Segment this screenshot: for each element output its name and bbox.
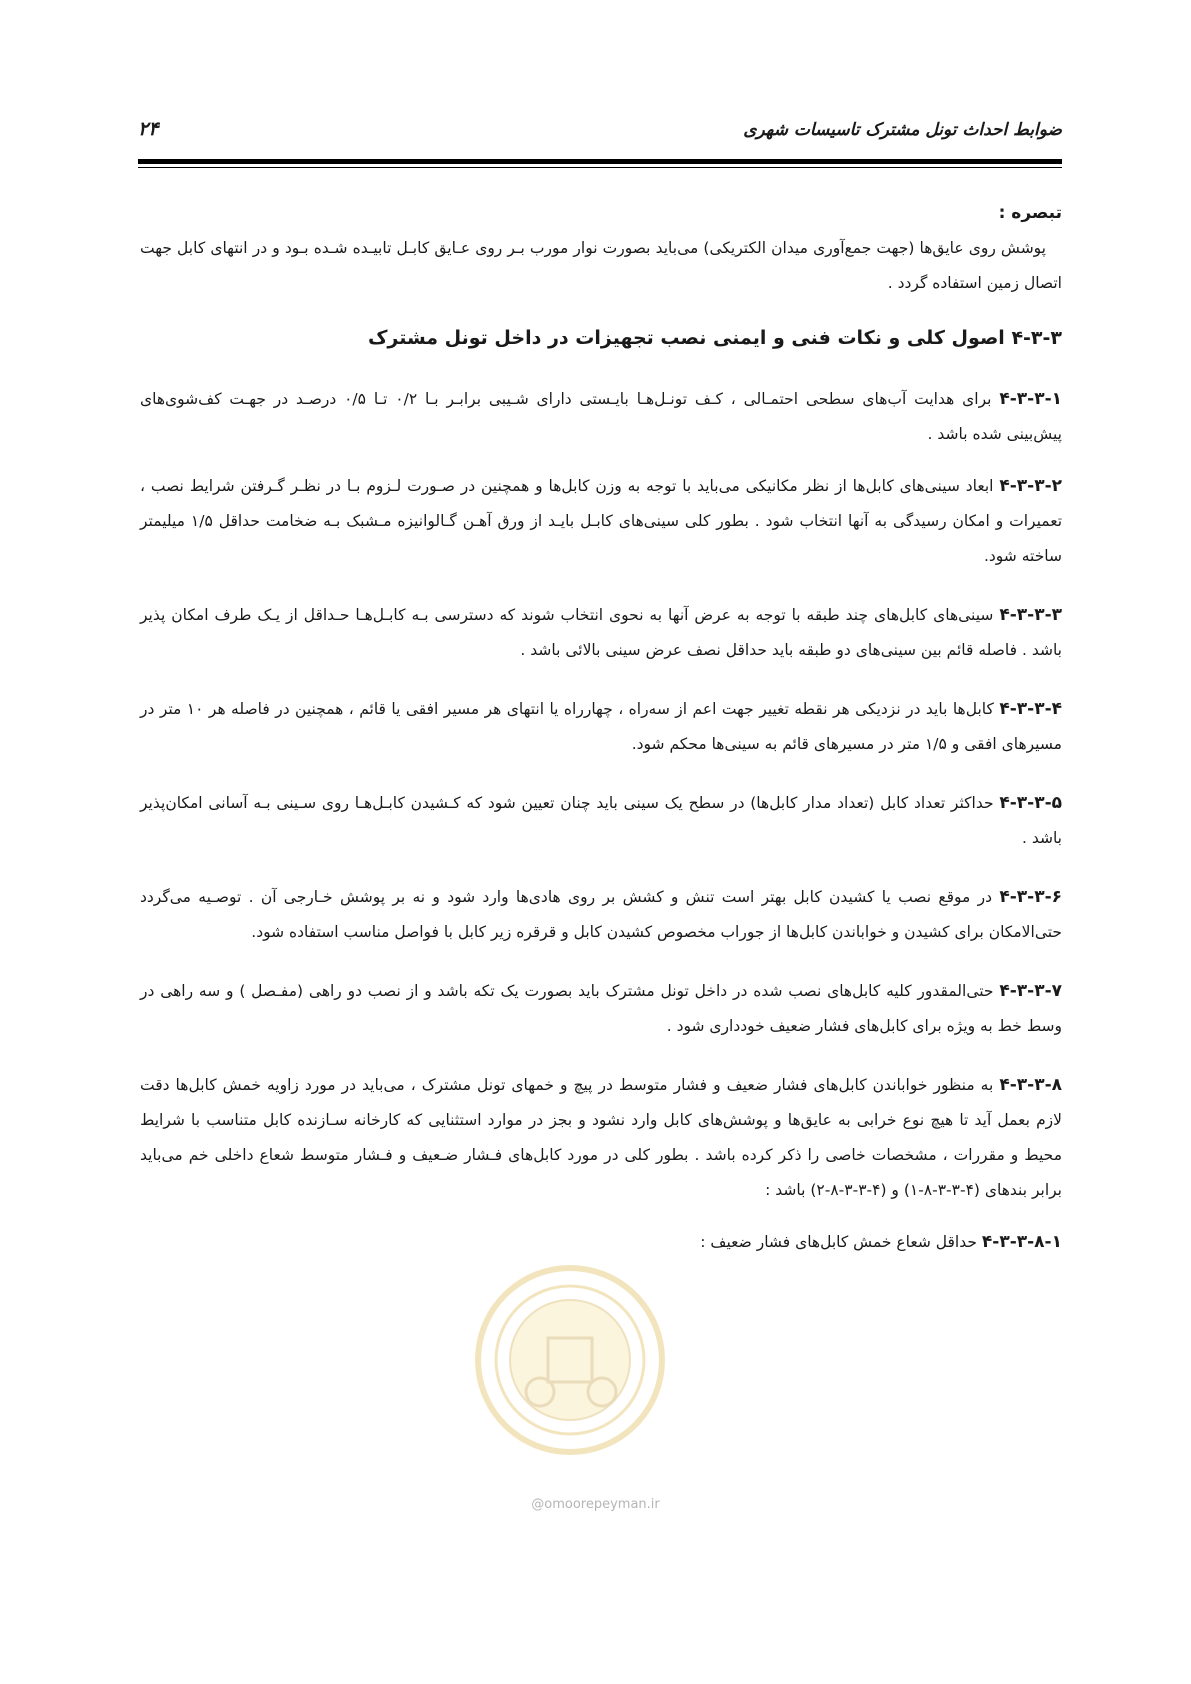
header-rule-thick	[138, 159, 1062, 164]
page-number: ۲۴	[138, 118, 159, 140]
clause-number: ۴-۳-۳-۳	[999, 605, 1062, 625]
clause-2	[140, 469, 1062, 574]
clause-number: ۴-۳-۳-۸	[999, 1075, 1062, 1095]
note-text: پوشش روی عایق‌ها (جهت جمع‌آوری میدان الکتریکی) می‌باید بصورت نوار مورب بـر روی عـایق کابـل تابیـده شـده بـود و در انتهای کابل جهت اتصال زمین استفاده گردد .	[140, 239, 1062, 292]
page-content	[140, 196, 1062, 1277]
clause-text: سینی‌های کابل‌های چند طبقه با توجه به عرض آنها به نحوی انتخاب شوند که دسترسی بـه کابـل‌هـا حـداقل از یـک طرف امکان پذیر باشد . فاصله قائم بین سینی‌های دو طبقه باید حداقل نصف عرض سینی بالائی باشد .	[140, 606, 1062, 659]
header-rule-thin	[138, 167, 1062, 168]
note-label: تبصره :	[998, 203, 1062, 223]
clause-3	[140, 598, 1062, 668]
clause-text: برای هدایت آب‌های سطحی احتمـالی ، کـف تونـل‌هـا بایـستی دارای شـیبی برابـر بـا ۰/۲ تـا ۰/۵ درصـد در جهـت کف‌شوی‌های پیش‌بینی شده باشد .	[140, 390, 1062, 443]
clause-number: ۴-۳-۳-۴	[999, 699, 1062, 719]
clause-5	[140, 786, 1062, 856]
clause-number: ۴-۳-۳-۸-۱	[981, 1232, 1062, 1252]
clause-number: ۴-۳-۳-۱	[999, 389, 1062, 409]
watermark-url: @omoorepeyman.ir	[531, 1497, 660, 1512]
clause-1	[140, 382, 1062, 452]
clause-8-1	[140, 1225, 1062, 1260]
clause-number: ۴-۳-۳-۵	[999, 793, 1062, 813]
clause-text: در موقع نصب یا کشیدن کابل بهتر است تنش و کشش بر روی هادی‌ها وارد شود و نه بر پوشش خـارجی آن . توصـیه می‌گردد حتی‌الامکان برای کشیدن و خواباندن کابل‌ها از جوراب مخصوص کشیدن کابل و قرقره زیر کابل با فواصل مناسب استفاده شود.	[140, 888, 1062, 941]
clause-text: به منظور خواباندن کابل‌های فشار ضعیف و فشار متوسط در پیچ و خمهای تونل مشترک ، می‌باید در مورد زاویه خمش کابل‌ها دقت لازم بعمل آید تا هیچ نوع خرابی به عایق‌ها و پوشش‌های کابل وارد نشود و بجز در موارد استثنایی که کارخانه سـازنده کابل متناسب با شرایط محیط و مقررات ، مشخصات خاصی را ذکر کرده باشد . بطور کلی در مورد کابل‌های فـشار ضـعیف و فـشار متوسط شعاع داخلی خم می‌باید برابر بندهای (۴-۳-۳-۸-۱) و (۴-۳-۳-۸-۲) باشد :	[140, 1076, 1062, 1199]
watermark-seal-icon	[470, 1260, 670, 1460]
clause-text: حداقل شعاع خمش کابل‌های فشار ضعیف :	[700, 1233, 982, 1251]
page-header	[138, 120, 1062, 146]
clause-8	[140, 1068, 1062, 1208]
clause-text: حتی‌المقدور کلیه کابل‌های نصب شده در داخل تونل مشترک باید بصورت یک تکه باشد و از نصب دو راهی (مفـصل ) و سه راهی در وسط خط به ویژه برای کابل‌های فشار ضعیف خودداری شود .	[140, 982, 1062, 1035]
clause-number: ۴-۳-۳-۶	[999, 887, 1062, 907]
clause-text: حداکثر تعداد کابل (تعداد مدار کابل‌ها) در سطح یک سینی باید چنان تعیین شود که کـشیدن کابـل‌هـا روی سـینی بـه آسانی امکان‌پذیر باشد .	[140, 794, 1062, 847]
clause-number: ۴-۳-۳-۲	[999, 476, 1062, 496]
clause-number: ۴-۳-۳-۷	[999, 981, 1062, 1001]
clause-text: کابل‌ها باید در نزدیکی هر نقطه تغییر جهت اعم از سه‌راه ، چهارراه یا انتهای هر مسیر افقی یا قائم ، همچنین در فاصله هر ۱۰ متر در مسیرهای افقی و ۱/۵ متر در مسیرهای قائم به سینی‌ها محکم شود.	[140, 700, 1062, 753]
clause-4	[140, 692, 1062, 762]
clause-text: ابعاد سینی‌های کابل‌ها از نظر مکانیکی می‌باید با توجه به وزن کابل‌ها و همچنین در صـورت لـزوم بـا در نظـر گـرفتن شرایط نصب ، تعمیرات و امکان رسیدگی به آنها انتخاب شود . بطور کلی سینی‌های کابـل بایـد از ورق آهـن گـالوانیزه مـشبک بـه ضخامت حداقل ۱/۵ میلیمتر ساخته شود.	[140, 477, 1063, 565]
section-heading: ۴-۳-۳ اصول کلی و نکات فنی و ایمنی نصب تجهیزات در داخل تونل مشترک	[367, 327, 1062, 349]
clause-6	[140, 880, 1062, 950]
header-title: ضوابط احداث تونل مشترک تاسیسات شهری	[743, 120, 1062, 140]
clause-7	[140, 974, 1062, 1044]
